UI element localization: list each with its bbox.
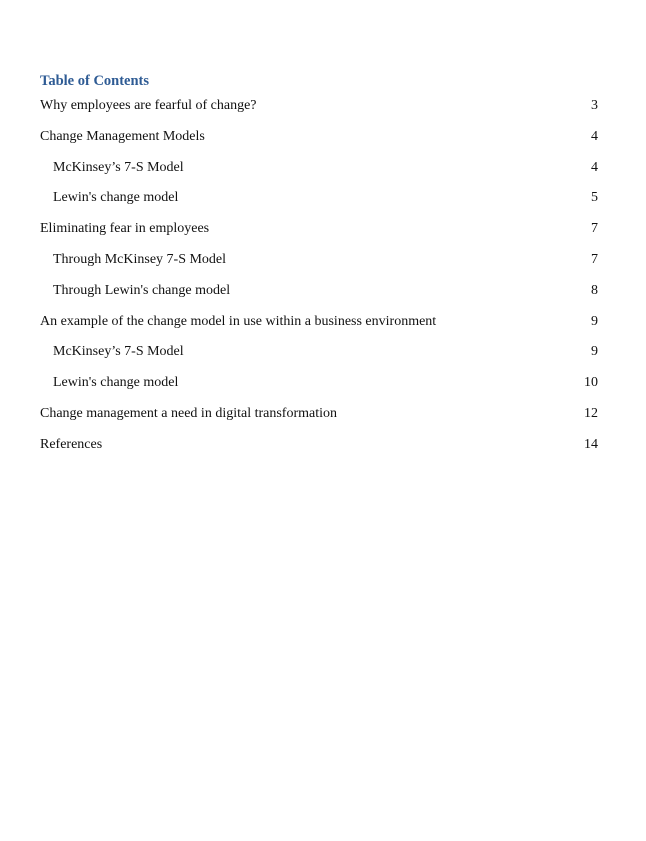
toc-entry-text[interactable]: An example of the change model in use within a business environment: [40, 313, 437, 329]
toc-entry-text[interactable]: McKinsey’s 7-S Model: [53, 159, 184, 175]
toc-entry[interactable]: [40, 435, 598, 466]
toc-entry-page-number[interactable]: 7: [591, 251, 598, 267]
toc-entry[interactable]: [40, 373, 598, 404]
toc-entry-text[interactable]: Lewin's change model: [53, 190, 179, 206]
toc-entry-page-number[interactable]: 4: [591, 128, 598, 144]
toc-entry[interactable]: [40, 188, 598, 219]
toc-entry-page-number[interactable]: 4: [591, 159, 598, 175]
toc-entry-text[interactable]: Change management a need in digital transformation: [40, 405, 338, 421]
toc-entry-page-number[interactable]: 9: [591, 344, 598, 360]
toc-entry[interactable]: [40, 158, 598, 189]
toc-title: Table of Contents: [40, 73, 150, 89]
toc-entry[interactable]: [40, 250, 598, 281]
toc-entry-text[interactable]: Change Management Models: [40, 128, 205, 144]
toc-entry-text[interactable]: Through Lewin's change model: [53, 282, 231, 298]
toc-entry-page-number[interactable]: 14: [584, 436, 598, 452]
toc-entry-page-number[interactable]: 7: [591, 221, 598, 237]
toc-entry-page-number[interactable]: 5: [591, 190, 598, 206]
toc-entry-text[interactable]: Lewin's change model: [53, 375, 179, 391]
toc-entry-page-number[interactable]: 9: [591, 313, 598, 329]
toc-entry[interactable]: [40, 127, 598, 158]
toc-entry-page-number[interactable]: 12: [584, 405, 598, 421]
toc-entry-text[interactable]: References: [40, 436, 103, 452]
toc-entry-text[interactable]: Why employees are fearful of change?: [40, 98, 257, 113]
toc-entry[interactable]: [40, 404, 598, 435]
toc-entry-text[interactable]: Through McKinsey 7-S Model: [53, 251, 227, 267]
toc-entry[interactable]: [40, 342, 598, 373]
toc-entry-page-number[interactable]: 10: [584, 375, 598, 391]
toc-entry[interactable]: [40, 219, 598, 250]
toc-entry-text[interactable]: McKinsey’s 7-S Model: [53, 344, 184, 360]
toc-entry-text[interactable]: Eliminating fear in employees: [40, 221, 210, 237]
toc-list: [40, 96, 598, 466]
toc-entry[interactable]: [40, 281, 598, 312]
toc-entry[interactable]: [40, 96, 598, 127]
toc-entry[interactable]: [40, 312, 598, 343]
toc-entry-page-number[interactable]: 8: [591, 282, 598, 298]
toc-entry-page-number[interactable]: 3: [591, 98, 598, 113]
